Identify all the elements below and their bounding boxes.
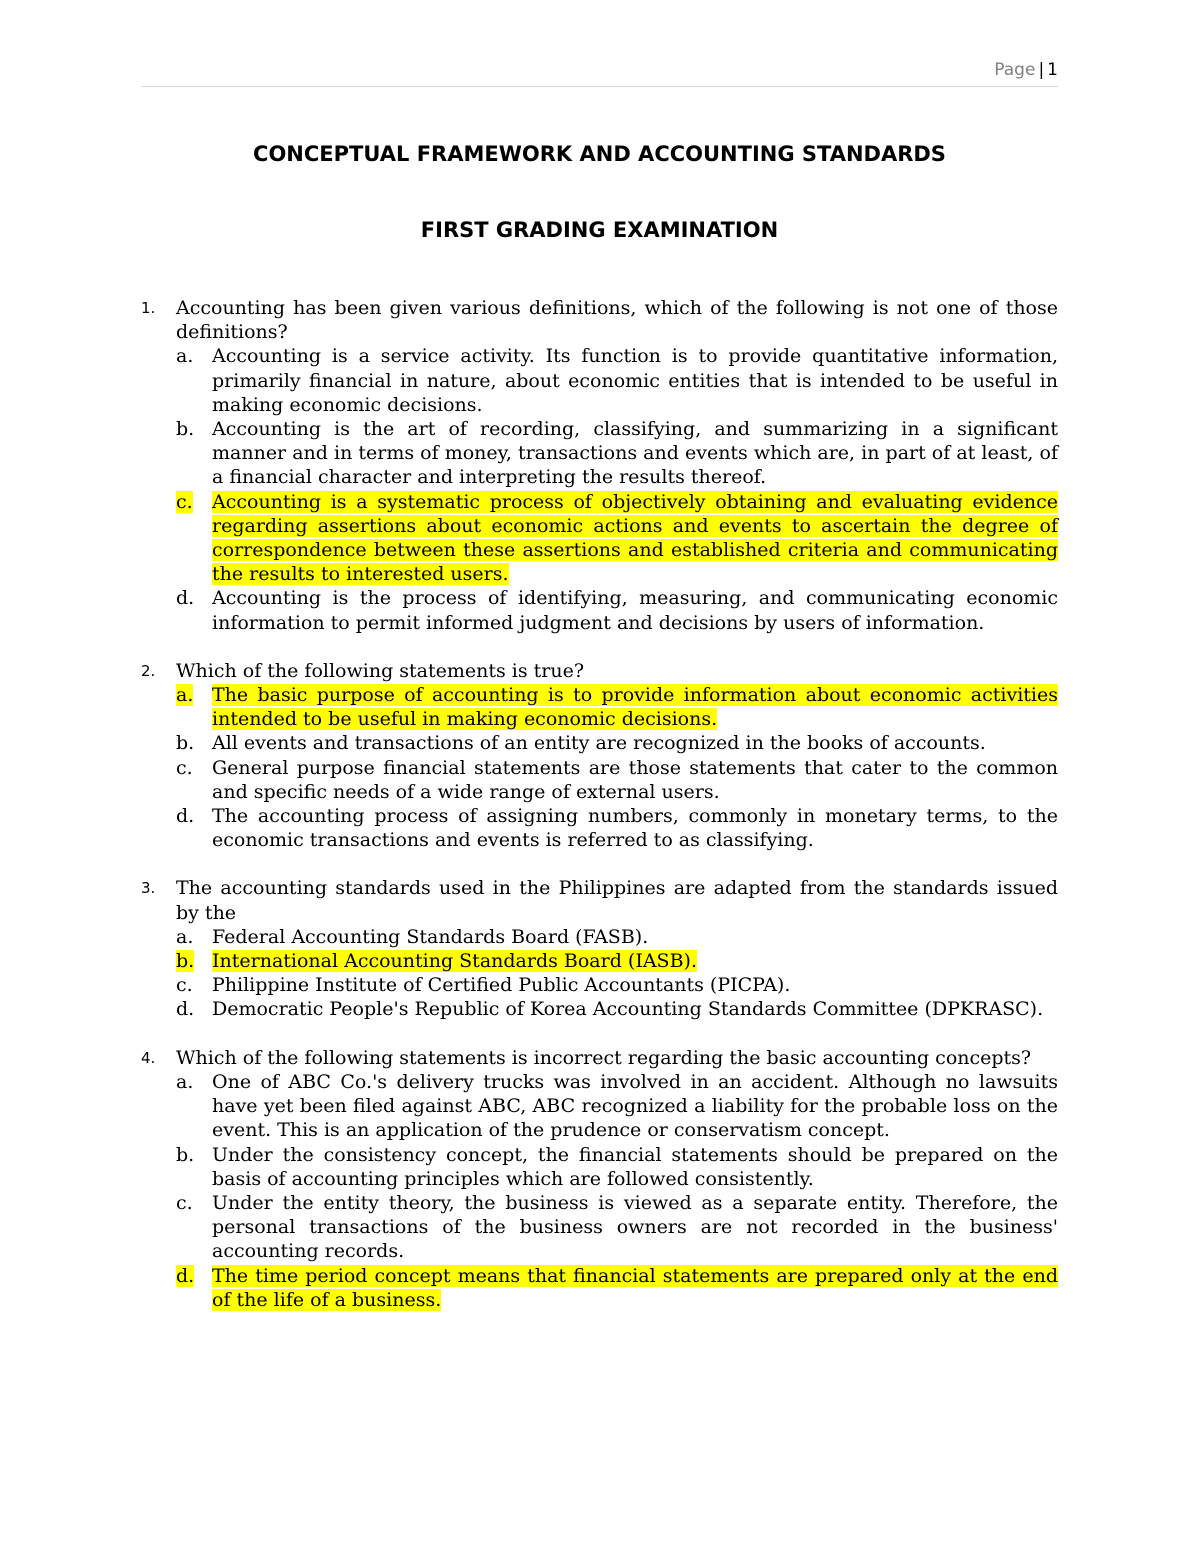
option-text: Federal Accounting Standards Board (FASB).: [212, 925, 649, 948]
option-letter: a.: [176, 925, 194, 948]
question-stem: [141, 876, 1058, 924]
question-item: [141, 296, 1058, 635]
option-letter: b.: [176, 418, 195, 441]
answer-option: [176, 756, 1058, 804]
option-letter: d.: [176, 805, 195, 828]
option-letter: b.: [176, 1143, 195, 1166]
page-header: [141, 56, 1058, 87]
answer-option-highlighted: [176, 683, 1058, 731]
answer-option-highlighted: [176, 1264, 1058, 1312]
option-text: The basic purpose of accounting is to provide information about economic activities intended to be useful in making economic decisions.: [212, 684, 1058, 731]
page-label: Page: [994, 60, 1036, 80]
option-text: Under the entity theory, the business is viewed as a separate entity. Therefore, the personal transactions of the business owners are not recorded in the business' accounting records.: [212, 1191, 1058, 1263]
option-letter: d.: [176, 587, 195, 610]
page-number: 1: [1047, 60, 1058, 80]
question-item: [141, 659, 1058, 853]
option-letter: a.: [176, 1070, 194, 1093]
answer-option: [176, 973, 1058, 997]
document-title: CONCEPTUAL FRAMEWORK AND ACCOUNTING STANDARDS: [253, 142, 946, 166]
page-separator: |: [1038, 60, 1045, 80]
option-text: Philippine Institute of Certified Public Accountants (PICPA).: [212, 974, 791, 997]
option-text: All events and transactions of an entity are recognized in the books of accounts.: [212, 732, 986, 755]
option-letter: a.: [176, 684, 194, 707]
option-text: Accounting is a systematic process of objectively obtaining and evaluating evidence regarding assertions about economic actions and events to ascertain the degree of correspondence between these assertions and established criteria and communicating the results to interested users.: [212, 490, 1058, 586]
option-letter: c.: [176, 974, 193, 997]
answer-option-highlighted: [176, 490, 1058, 587]
answer-option: [176, 1191, 1058, 1264]
question-number: 1.: [141, 299, 156, 317]
option-letter: c.: [176, 490, 193, 513]
option-text: Accounting is the process of identifying, measuring, and communicating economic information to permit informed judgment and decisions by users of information.: [212, 587, 1058, 634]
option-text: The accounting process of assigning numbers, commonly in monetary terms, to the economic transactions and events is referred to as classifying.: [212, 805, 1058, 852]
option-text: Democratic People's Republic of Korea Accounting Standards Committee (DPKRASC).: [212, 998, 1044, 1021]
answer-option: [176, 417, 1058, 490]
option-letter: a.: [176, 345, 194, 368]
question-text: The accounting standards used in the Philippines are adapted from the standards issued by the: [176, 877, 1058, 924]
document-subtitle: FIRST GRADING EXAMINATION: [420, 218, 779, 242]
option-letter: b.: [176, 732, 195, 755]
question-item: [141, 1046, 1058, 1312]
option-text: The time period concept means that financial statements are prepared only at the end of the life of a business.: [212, 1264, 1058, 1311]
question-text: Which of the following statements is true?: [176, 659, 585, 682]
option-letter: d.: [176, 998, 195, 1021]
question-stem: [141, 659, 1058, 683]
option-text: Under the consistency concept, the financial statements should be prepared on the basis of accounting principles which are followed consistently.: [212, 1143, 1058, 1190]
question-text: Accounting has been given various definitions, which of the following is not one of those definitions?: [176, 297, 1058, 344]
answer-option: [176, 1143, 1058, 1191]
option-text: General purpose financial statements are those statements that cater to the common and specific needs of a wide range of external users.: [212, 756, 1058, 803]
question-stem: [141, 296, 1058, 344]
answer-option: [176, 997, 1058, 1021]
answer-option: [176, 344, 1058, 417]
answer-option: [176, 804, 1058, 852]
question-number: 4.: [141, 1048, 156, 1067]
question-text: Which of the following statements is incorrect regarding the basic accounting concepts?: [176, 1046, 1032, 1069]
page-number-label: [994, 60, 1058, 80]
answer-option: [176, 586, 1058, 634]
question-number: 2.: [141, 661, 156, 680]
answer-option: [176, 1070, 1058, 1143]
option-text: Accounting is a service activity. Its function is to provide quantitative information, primarily financial in nature, about economic entities that is intended to be useful in making economic decisions.: [212, 345, 1058, 416]
option-letter: c.: [176, 756, 193, 779]
option-letter: d.: [176, 1264, 195, 1287]
question-item: [141, 876, 1058, 1021]
answer-option: [176, 925, 1058, 949]
question-list: [141, 296, 1058, 1336]
question-stem: [141, 1046, 1058, 1070]
option-text: International Accounting Standards Board (IASB).: [212, 950, 697, 973]
answer-option: [176, 731, 1058, 755]
option-letter: c.: [176, 1191, 193, 1214]
answer-option-highlighted: [176, 949, 1058, 973]
question-number: 3.: [141, 879, 156, 898]
option-text: One of ABC Co.'s delivery trucks was involved in an accident. Although no lawsuits have yet been filed against ABC, ABC recognized a liability for the probable loss on the event. This is an application of the prudence or conservatism concept.: [212, 1070, 1058, 1142]
option-letter: b.: [176, 950, 195, 973]
option-text: Accounting is the art of recording, classifying, and summarizing in a significant manner and in terms of money, transactions and events which are, in part of at least, of a financial character and interpreting the results thereof.: [212, 418, 1058, 489]
